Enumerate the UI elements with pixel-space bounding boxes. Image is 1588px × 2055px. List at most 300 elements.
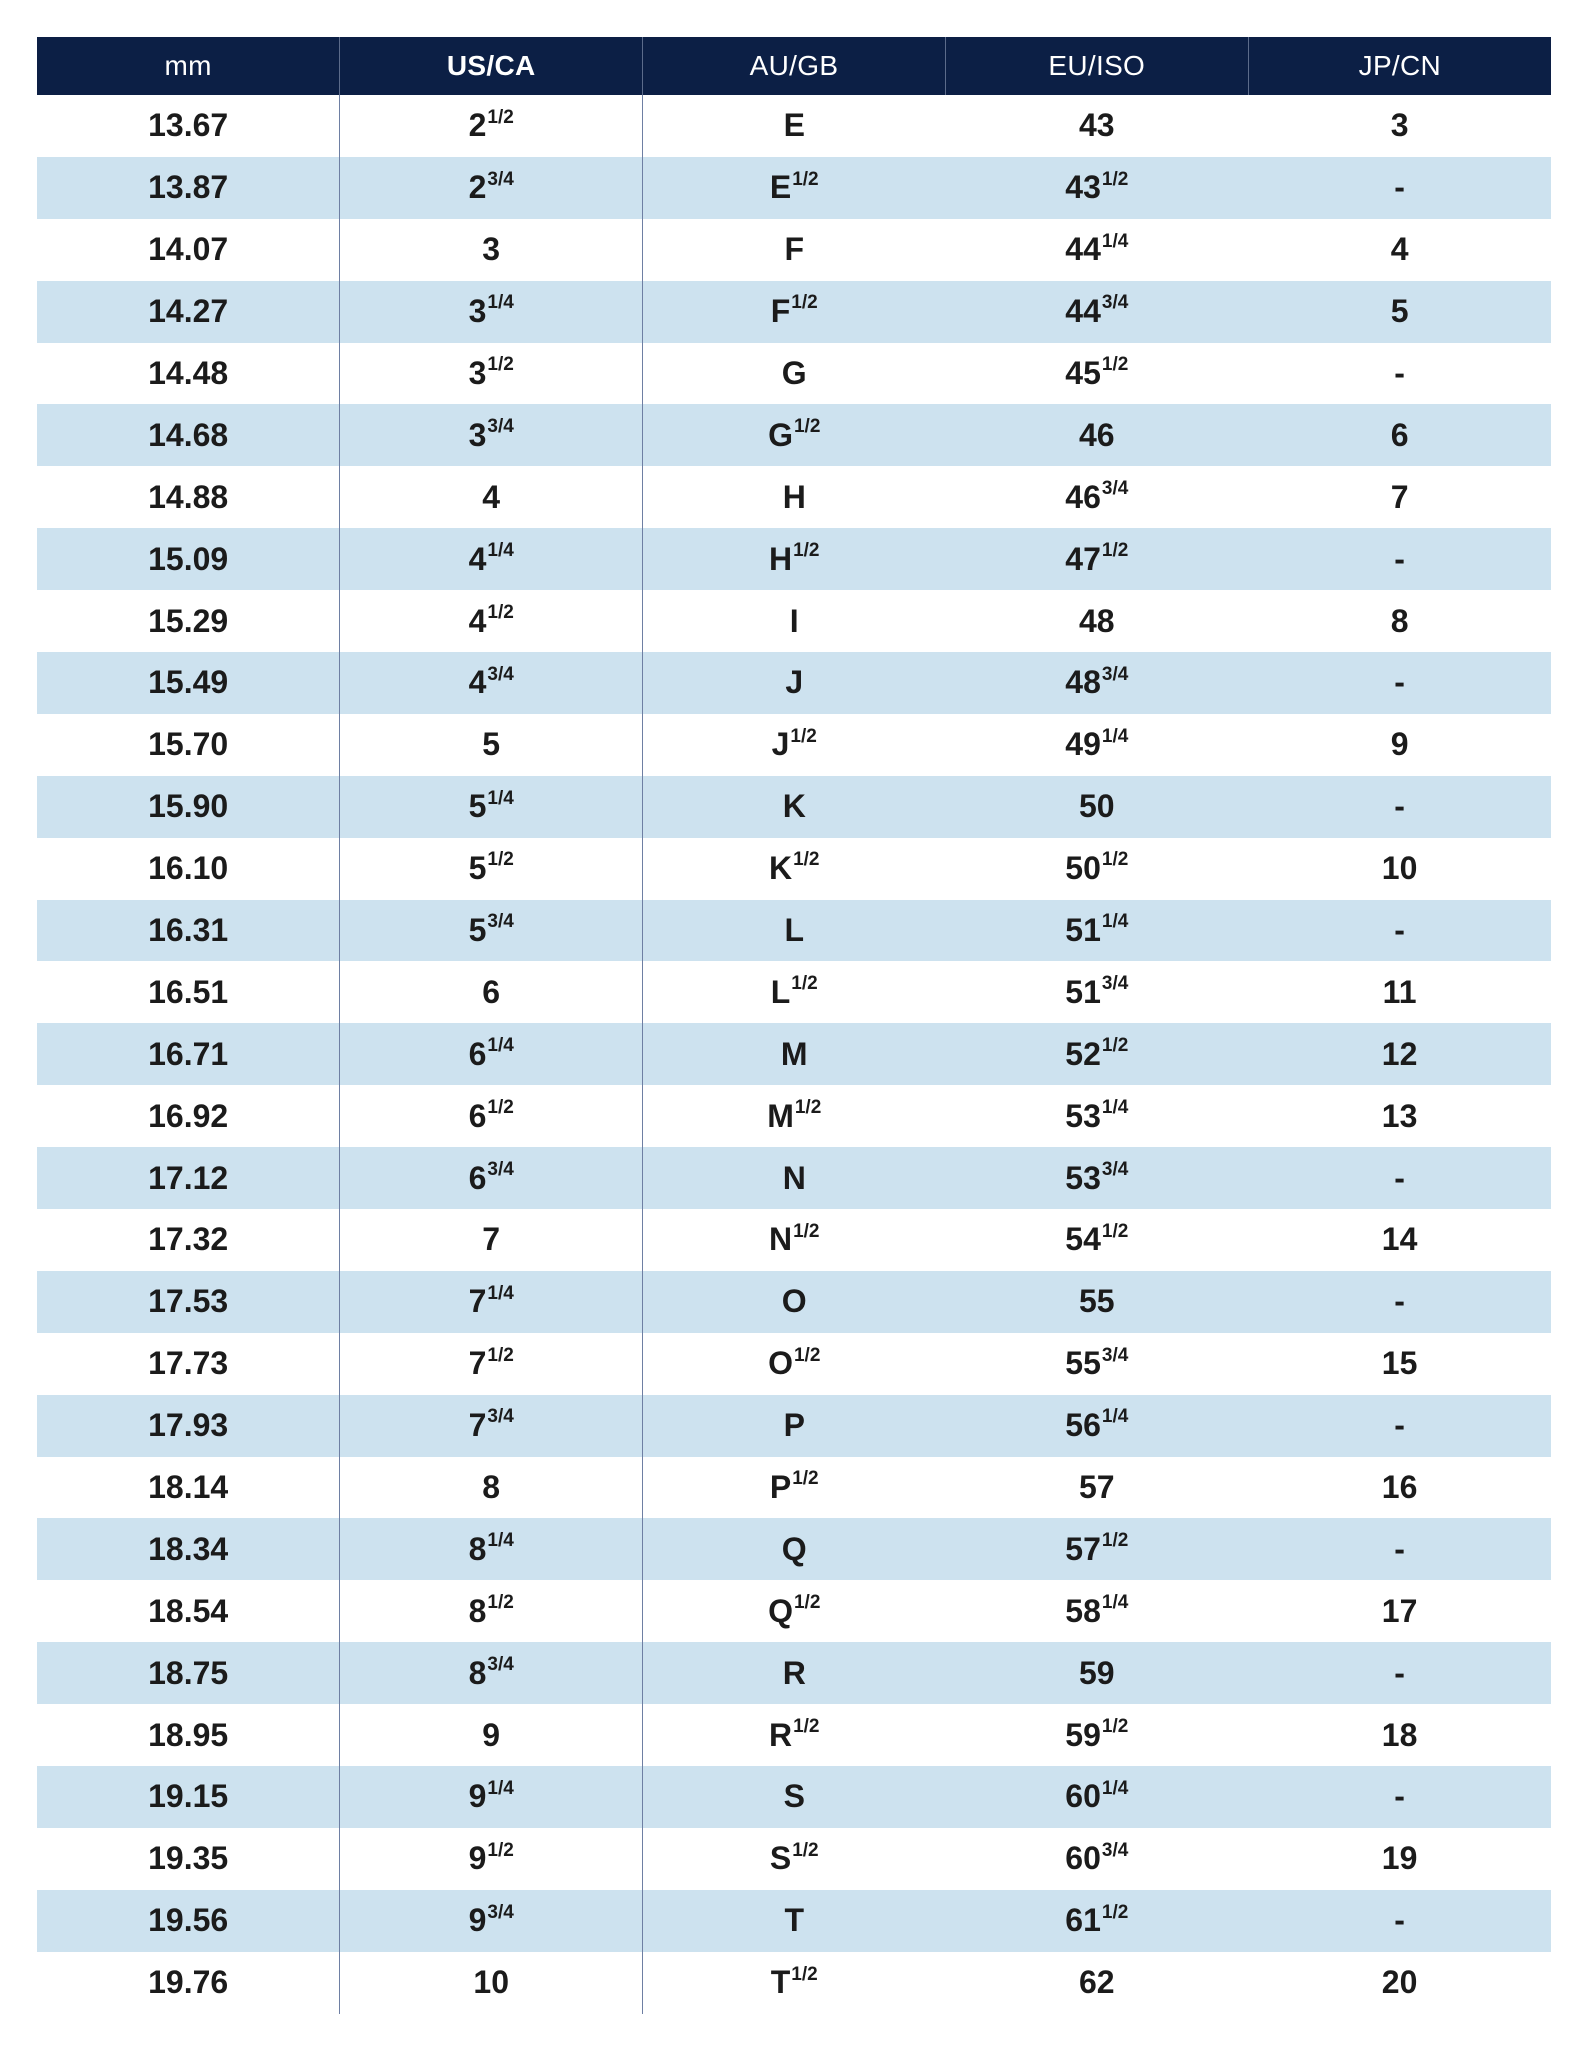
cell-mm bbox=[37, 1890, 340, 1952]
cell-us-ca bbox=[340, 466, 643, 528]
cell-eu-iso bbox=[945, 157, 1248, 219]
us-ca-whole: 9 bbox=[468, 1902, 487, 1939]
eu-iso-fraction: 1/4 bbox=[1101, 911, 1129, 933]
au-gb-fraction: 1/2 bbox=[793, 1344, 821, 1366]
cell-mm bbox=[37, 157, 340, 219]
cell-au-gb bbox=[643, 219, 946, 281]
eu-iso-fraction: 3/4 bbox=[1101, 1344, 1129, 1366]
cell-au-gb bbox=[643, 776, 946, 838]
cell-mm bbox=[37, 590, 340, 652]
cell-au-gb bbox=[643, 838, 946, 900]
au-gb-letter: Q bbox=[781, 1530, 807, 1567]
cell-us-ca bbox=[340, 1952, 643, 2014]
cell-eu-iso bbox=[945, 466, 1248, 528]
cell-au-gb bbox=[643, 961, 946, 1023]
au-gb-letter: R bbox=[768, 1716, 793, 1753]
jp-cn-value: 7 bbox=[1390, 478, 1409, 515]
jp-cn-value: - bbox=[1394, 1283, 1405, 1320]
us-ca-whole: 2 bbox=[468, 107, 487, 144]
mm-value: 15.70 bbox=[148, 726, 229, 763]
jp-cn-value: 20 bbox=[1381, 1964, 1418, 2001]
us-ca-fraction: 1/2 bbox=[487, 1839, 514, 1861]
cell-eu-iso bbox=[945, 1580, 1248, 1642]
mm-value: 13.87 bbox=[148, 169, 229, 206]
us-ca-whole: 4 bbox=[482, 478, 501, 515]
cell-au-gb bbox=[643, 1023, 946, 1085]
cell-au-gb bbox=[643, 652, 946, 714]
cell-mm bbox=[37, 776, 340, 838]
table-row bbox=[37, 1890, 1551, 1952]
au-gb-letter: K bbox=[782, 788, 806, 825]
cell-mm bbox=[37, 1085, 340, 1147]
us-ca-whole: 9 bbox=[468, 1778, 487, 1815]
us-ca-whole: 8 bbox=[468, 1592, 487, 1629]
mm-value: 14.48 bbox=[148, 355, 229, 391]
us-ca-fraction: 3/4 bbox=[487, 1654, 514, 1676]
cell-au-gb bbox=[643, 1704, 946, 1766]
mm-value: 14.68 bbox=[148, 416, 229, 453]
cell-jp-cn bbox=[1248, 1333, 1551, 1395]
mm-value: 17.53 bbox=[148, 1283, 229, 1320]
cell-us-ca bbox=[340, 652, 643, 714]
us-ca-fraction: 3/4 bbox=[487, 168, 514, 190]
eu-iso-fraction: 1/4 bbox=[1101, 230, 1129, 252]
eu-iso-fraction: 1/2 bbox=[1101, 1901, 1129, 1923]
cell-jp-cn bbox=[1248, 157, 1551, 219]
header-eu-iso: EU/ISO bbox=[945, 37, 1248, 95]
au-gb-letter: N bbox=[782, 1159, 806, 1196]
us-ca-fraction: 1/2 bbox=[487, 1344, 514, 1366]
cell-us-ca bbox=[340, 714, 643, 776]
eu-iso-fraction: 1/2 bbox=[1101, 1715, 1129, 1737]
us-ca-whole: 6 bbox=[468, 1097, 487, 1134]
cell-au-gb bbox=[643, 1518, 946, 1580]
cell-eu-iso bbox=[945, 1395, 1248, 1457]
table-row bbox=[37, 1023, 1551, 1085]
table-row bbox=[37, 95, 1551, 157]
cell-au-gb bbox=[643, 1828, 946, 1890]
us-ca-fraction: 1/4 bbox=[487, 1282, 514, 1304]
us-ca-fraction: 3/4 bbox=[487, 1158, 514, 1180]
us-ca-fraction: 3/4 bbox=[487, 911, 514, 933]
cell-mm bbox=[37, 1766, 340, 1828]
cell-jp-cn bbox=[1248, 838, 1551, 900]
cell-mm bbox=[37, 838, 340, 900]
ring-size-table bbox=[37, 37, 1551, 2014]
jp-cn-value: - bbox=[1394, 1902, 1405, 1939]
us-ca-whole: 3 bbox=[468, 416, 487, 453]
au-gb-letter: R bbox=[782, 1654, 806, 1691]
au-gb-letter: S bbox=[783, 1778, 805, 1815]
au-gb-letter: F bbox=[784, 231, 805, 268]
cell-jp-cn bbox=[1248, 1518, 1551, 1580]
cell-mm bbox=[37, 1147, 340, 1209]
eu-iso-whole: 44 bbox=[1065, 293, 1101, 330]
us-ca-fraction: 1/4 bbox=[487, 292, 514, 314]
au-gb-letter: M bbox=[767, 1097, 794, 1134]
cell-eu-iso bbox=[945, 838, 1248, 900]
eu-iso-whole: 55 bbox=[1065, 1345, 1101, 1382]
mm-value: 15.90 bbox=[148, 788, 229, 825]
au-gb-fraction: 1/2 bbox=[793, 1715, 820, 1737]
au-gb-letter: E bbox=[783, 107, 805, 144]
us-ca-fraction: 1/4 bbox=[487, 787, 514, 809]
us-ca-fraction: 1/4 bbox=[487, 540, 514, 562]
table-row bbox=[37, 1580, 1551, 1642]
cell-eu-iso bbox=[945, 528, 1248, 590]
eu-iso-fraction: 3/4 bbox=[1101, 1158, 1129, 1180]
jp-cn-value: 8 bbox=[1390, 602, 1409, 639]
us-ca-whole: 9 bbox=[468, 1840, 487, 1877]
cell-mm bbox=[37, 900, 340, 962]
table-row bbox=[37, 1828, 1551, 1890]
cell-eu-iso bbox=[945, 1642, 1248, 1704]
jp-cn-value: 4 bbox=[1390, 231, 1409, 268]
eu-iso-whole: 52 bbox=[1065, 1035, 1101, 1072]
au-gb-letter: K bbox=[768, 850, 793, 887]
table-row bbox=[37, 528, 1551, 590]
cell-eu-iso bbox=[945, 343, 1248, 405]
us-ca-fraction: 1/4 bbox=[487, 1777, 514, 1799]
mm-value: 17.12 bbox=[148, 1159, 229, 1196]
cell-au-gb bbox=[643, 900, 946, 962]
cell-jp-cn bbox=[1248, 95, 1551, 157]
au-gb-letter: L bbox=[784, 912, 805, 949]
table-row bbox=[37, 1209, 1551, 1271]
table-row bbox=[37, 1518, 1551, 1580]
us-ca-whole: 5 bbox=[482, 726, 501, 763]
au-gb-fraction: 1/2 bbox=[793, 849, 820, 871]
us-ca-whole: 6 bbox=[468, 1035, 487, 1072]
eu-iso-whole: 47 bbox=[1065, 540, 1101, 577]
table-row bbox=[37, 1704, 1551, 1766]
eu-iso-fraction: 1/4 bbox=[1101, 725, 1129, 747]
cell-mm bbox=[37, 1023, 340, 1085]
cell-mm bbox=[37, 281, 340, 343]
us-ca-fraction: 1/2 bbox=[487, 1097, 514, 1119]
cell-eu-iso bbox=[945, 1209, 1248, 1271]
cell-jp-cn bbox=[1248, 1271, 1551, 1333]
eu-iso-whole: 46 bbox=[1078, 416, 1115, 453]
cell-au-gb bbox=[643, 1642, 946, 1704]
cell-us-ca bbox=[340, 961, 643, 1023]
cell-au-gb bbox=[643, 1333, 946, 1395]
cell-jp-cn bbox=[1248, 528, 1551, 590]
jp-cn-value: 19 bbox=[1381, 1840, 1418, 1877]
cell-eu-iso bbox=[945, 1147, 1248, 1209]
table-row bbox=[37, 157, 1551, 219]
us-ca-fraction: 1/2 bbox=[487, 1592, 514, 1614]
mm-value: 19.76 bbox=[148, 1964, 229, 2001]
cell-mm bbox=[37, 1828, 340, 1890]
jp-cn-value: - bbox=[1394, 1407, 1405, 1444]
us-ca-fraction: 1/4 bbox=[487, 1530, 514, 1552]
cell-us-ca bbox=[340, 1457, 643, 1519]
cell-us-ca bbox=[340, 343, 643, 405]
cell-mm bbox=[37, 1580, 340, 1642]
eu-iso-fraction: 1/4 bbox=[1101, 1592, 1129, 1614]
cell-eu-iso bbox=[945, 961, 1248, 1023]
au-gb-fraction: 1/2 bbox=[793, 1220, 820, 1242]
us-ca-whole: 10 bbox=[473, 1964, 509, 2001]
cell-eu-iso bbox=[945, 1952, 1248, 2014]
eu-iso-whole: 51 bbox=[1065, 973, 1101, 1010]
cell-au-gb bbox=[643, 1085, 946, 1147]
table-row bbox=[37, 219, 1551, 281]
cell-us-ca bbox=[340, 281, 643, 343]
au-gb-letter: L bbox=[770, 973, 791, 1010]
cell-eu-iso bbox=[945, 1085, 1248, 1147]
table-row bbox=[37, 1147, 1551, 1209]
mm-value: 14.27 bbox=[148, 293, 229, 330]
cell-us-ca bbox=[340, 590, 643, 652]
jp-cn-value: 17 bbox=[1381, 1592, 1418, 1629]
cell-us-ca bbox=[340, 838, 643, 900]
au-gb-letter: O bbox=[768, 1345, 793, 1382]
cell-eu-iso bbox=[945, 404, 1248, 466]
cell-au-gb bbox=[643, 1890, 946, 1952]
us-ca-whole: 6 bbox=[482, 973, 501, 1010]
mm-value: 16.10 bbox=[148, 850, 229, 887]
mm-value: 18.75 bbox=[148, 1654, 229, 1691]
eu-iso-fraction: 3/4 bbox=[1101, 1839, 1129, 1861]
table-row bbox=[37, 1271, 1551, 1333]
cell-mm bbox=[37, 1209, 340, 1271]
mm-value: 19.15 bbox=[148, 1778, 229, 1815]
us-ca-whole: 6 bbox=[468, 1159, 487, 1196]
table-row bbox=[37, 1952, 1551, 2014]
eu-iso-whole: 57 bbox=[1078, 1469, 1115, 1506]
jp-cn-value: - bbox=[1394, 1159, 1405, 1196]
cell-au-gb bbox=[643, 404, 946, 466]
au-gb-fraction: 1/2 bbox=[791, 292, 818, 314]
cell-au-gb bbox=[643, 1580, 946, 1642]
cell-us-ca bbox=[340, 776, 643, 838]
table-body bbox=[37, 95, 1551, 2014]
cell-mm bbox=[37, 1642, 340, 1704]
mm-value: 17.32 bbox=[148, 1221, 229, 1258]
eu-iso-whole: 60 bbox=[1065, 1840, 1101, 1877]
mm-value: 16.31 bbox=[148, 912, 229, 949]
us-ca-whole: 8 bbox=[482, 1469, 501, 1506]
cell-jp-cn bbox=[1248, 1209, 1551, 1271]
au-gb-fraction: 1/2 bbox=[793, 1592, 821, 1614]
eu-iso-fraction: 3/4 bbox=[1101, 663, 1129, 685]
table-row bbox=[37, 652, 1551, 714]
us-ca-fraction: 1/2 bbox=[487, 354, 514, 376]
jp-cn-value: - bbox=[1394, 1778, 1405, 1815]
cell-eu-iso bbox=[945, 900, 1248, 962]
mm-value: 16.51 bbox=[148, 973, 229, 1010]
us-ca-whole: 4 bbox=[468, 664, 487, 701]
mm-value: 15.49 bbox=[148, 664, 229, 701]
cell-eu-iso bbox=[945, 1828, 1248, 1890]
cell-jp-cn bbox=[1248, 1828, 1551, 1890]
jp-cn-value: 6 bbox=[1390, 416, 1409, 453]
us-ca-whole: 7 bbox=[468, 1407, 487, 1444]
table-row bbox=[37, 1457, 1551, 1519]
cell-eu-iso bbox=[945, 714, 1248, 776]
cell-eu-iso bbox=[945, 1333, 1248, 1395]
mm-value: 14.07 bbox=[148, 231, 229, 268]
au-gb-letter: J bbox=[785, 664, 804, 701]
us-ca-whole: 8 bbox=[468, 1654, 487, 1691]
cell-us-ca bbox=[340, 1147, 643, 1209]
cell-mm bbox=[37, 1704, 340, 1766]
cell-au-gb bbox=[643, 1395, 946, 1457]
header-mm: mm bbox=[37, 37, 340, 95]
cell-au-gb bbox=[643, 1766, 946, 1828]
au-gb-letter: P bbox=[769, 1469, 792, 1506]
cell-eu-iso bbox=[945, 1271, 1248, 1333]
us-ca-fraction: 1/4 bbox=[487, 1035, 514, 1057]
mm-value: 18.54 bbox=[148, 1592, 229, 1629]
cell-us-ca bbox=[340, 157, 643, 219]
eu-iso-whole: 48 bbox=[1065, 664, 1101, 701]
eu-iso-whole: 58 bbox=[1065, 1592, 1101, 1629]
us-ca-whole: 7 bbox=[468, 1283, 487, 1320]
cell-mm bbox=[37, 404, 340, 466]
cell-eu-iso bbox=[945, 1518, 1248, 1580]
au-gb-letter: G bbox=[781, 355, 807, 391]
table-row bbox=[37, 900, 1551, 962]
us-ca-whole: 3 bbox=[468, 355, 487, 391]
table-row bbox=[37, 961, 1551, 1023]
au-gb-letter: Q bbox=[768, 1592, 793, 1629]
eu-iso-fraction: 1/4 bbox=[1101, 1777, 1129, 1799]
cell-eu-iso bbox=[945, 1704, 1248, 1766]
jp-cn-value: - bbox=[1394, 355, 1405, 391]
us-ca-fraction: 1/2 bbox=[487, 601, 514, 623]
cell-au-gb bbox=[643, 1271, 946, 1333]
cell-eu-iso bbox=[945, 590, 1248, 652]
us-ca-whole: 5 bbox=[468, 788, 487, 825]
table-row bbox=[37, 1642, 1551, 1704]
jp-cn-value: 10 bbox=[1381, 850, 1418, 887]
cell-jp-cn bbox=[1248, 1642, 1551, 1704]
jp-cn-value: 18 bbox=[1381, 1716, 1418, 1753]
ring-size-table-container bbox=[37, 37, 1551, 2014]
cell-us-ca bbox=[340, 1023, 643, 1085]
eu-iso-whole: 48 bbox=[1078, 602, 1115, 639]
table-row bbox=[37, 1085, 1551, 1147]
us-ca-whole: 8 bbox=[468, 1530, 487, 1567]
au-gb-letter: H bbox=[768, 540, 793, 577]
mm-value: 14.88 bbox=[148, 478, 229, 515]
eu-iso-fraction: 3/4 bbox=[1101, 478, 1129, 500]
cell-jp-cn bbox=[1248, 1147, 1551, 1209]
au-gb-fraction: 1/2 bbox=[792, 1468, 819, 1490]
cell-jp-cn bbox=[1248, 1952, 1551, 2014]
cell-us-ca bbox=[340, 1828, 643, 1890]
eu-iso-whole: 54 bbox=[1065, 1221, 1101, 1258]
cell-mm bbox=[37, 1518, 340, 1580]
cell-jp-cn bbox=[1248, 404, 1551, 466]
cell-eu-iso bbox=[945, 219, 1248, 281]
eu-iso-fraction: 3/4 bbox=[1101, 973, 1129, 995]
eu-iso-whole: 53 bbox=[1065, 1159, 1101, 1196]
eu-iso-fraction: 1/4 bbox=[1101, 1097, 1129, 1119]
eu-iso-whole: 51 bbox=[1065, 912, 1101, 949]
cell-us-ca bbox=[340, 219, 643, 281]
mm-value: 15.29 bbox=[148, 602, 229, 639]
mm-value: 19.35 bbox=[148, 1840, 229, 1877]
cell-mm bbox=[37, 219, 340, 281]
cell-mm bbox=[37, 343, 340, 405]
jp-cn-value: 15 bbox=[1381, 1345, 1418, 1382]
us-ca-whole: 7 bbox=[468, 1345, 487, 1382]
cell-mm bbox=[37, 1395, 340, 1457]
eu-iso-whole: 53 bbox=[1065, 1097, 1101, 1134]
cell-au-gb bbox=[643, 157, 946, 219]
au-gb-fraction: 1/2 bbox=[793, 540, 820, 562]
cell-au-gb bbox=[643, 1952, 946, 2014]
cell-jp-cn bbox=[1248, 776, 1551, 838]
cell-au-gb bbox=[643, 590, 946, 652]
au-gb-letter: I bbox=[789, 602, 799, 639]
us-ca-fraction: 1/2 bbox=[487, 849, 514, 871]
jp-cn-value: - bbox=[1394, 540, 1405, 577]
jp-cn-value: 14 bbox=[1381, 1221, 1418, 1258]
mm-value: 18.14 bbox=[148, 1469, 229, 1506]
cell-eu-iso bbox=[945, 95, 1248, 157]
cell-eu-iso bbox=[945, 652, 1248, 714]
cell-us-ca bbox=[340, 1209, 643, 1271]
cell-us-ca bbox=[340, 528, 643, 590]
au-gb-fraction: 1/2 bbox=[790, 725, 817, 747]
cell-mm bbox=[37, 652, 340, 714]
cell-jp-cn bbox=[1248, 1457, 1551, 1519]
cell-eu-iso bbox=[945, 1457, 1248, 1519]
jp-cn-value: - bbox=[1394, 664, 1405, 701]
cell-jp-cn bbox=[1248, 1023, 1551, 1085]
jp-cn-value: 12 bbox=[1381, 1035, 1418, 1072]
cell-eu-iso bbox=[945, 1023, 1248, 1085]
eu-iso-fraction: 1/2 bbox=[1101, 1035, 1129, 1057]
cell-mm bbox=[37, 1457, 340, 1519]
eu-iso-whole: 50 bbox=[1078, 788, 1115, 825]
eu-iso-fraction: 3/4 bbox=[1101, 292, 1129, 314]
jp-cn-value: - bbox=[1394, 169, 1405, 206]
table-row bbox=[37, 404, 1551, 466]
eu-iso-whole: 60 bbox=[1065, 1778, 1101, 1815]
eu-iso-fraction: 1/2 bbox=[1101, 849, 1129, 871]
cell-jp-cn bbox=[1248, 1890, 1551, 1952]
cell-us-ca bbox=[340, 1333, 643, 1395]
au-gb-letter: T bbox=[770, 1964, 791, 2001]
cell-us-ca bbox=[340, 1580, 643, 1642]
cell-jp-cn bbox=[1248, 900, 1551, 962]
jp-cn-value: 9 bbox=[1390, 726, 1409, 763]
cell-mm bbox=[37, 1271, 340, 1333]
mm-value: 19.56 bbox=[148, 1902, 229, 1939]
cell-eu-iso bbox=[945, 1766, 1248, 1828]
eu-iso-fraction: 1/2 bbox=[1101, 1530, 1129, 1552]
cell-eu-iso bbox=[945, 281, 1248, 343]
cell-eu-iso bbox=[945, 776, 1248, 838]
cell-us-ca bbox=[340, 1890, 643, 1952]
cell-us-ca bbox=[340, 1271, 643, 1333]
cell-mm bbox=[37, 1952, 340, 2014]
eu-iso-fraction: 1/4 bbox=[1101, 1406, 1129, 1428]
eu-iso-fraction: 1/2 bbox=[1101, 168, 1129, 190]
cell-jp-cn bbox=[1248, 1395, 1551, 1457]
eu-iso-whole: 59 bbox=[1078, 1654, 1115, 1691]
cell-au-gb bbox=[643, 343, 946, 405]
cell-jp-cn bbox=[1248, 219, 1551, 281]
cell-jp-cn bbox=[1248, 281, 1551, 343]
cell-jp-cn bbox=[1248, 1580, 1551, 1642]
